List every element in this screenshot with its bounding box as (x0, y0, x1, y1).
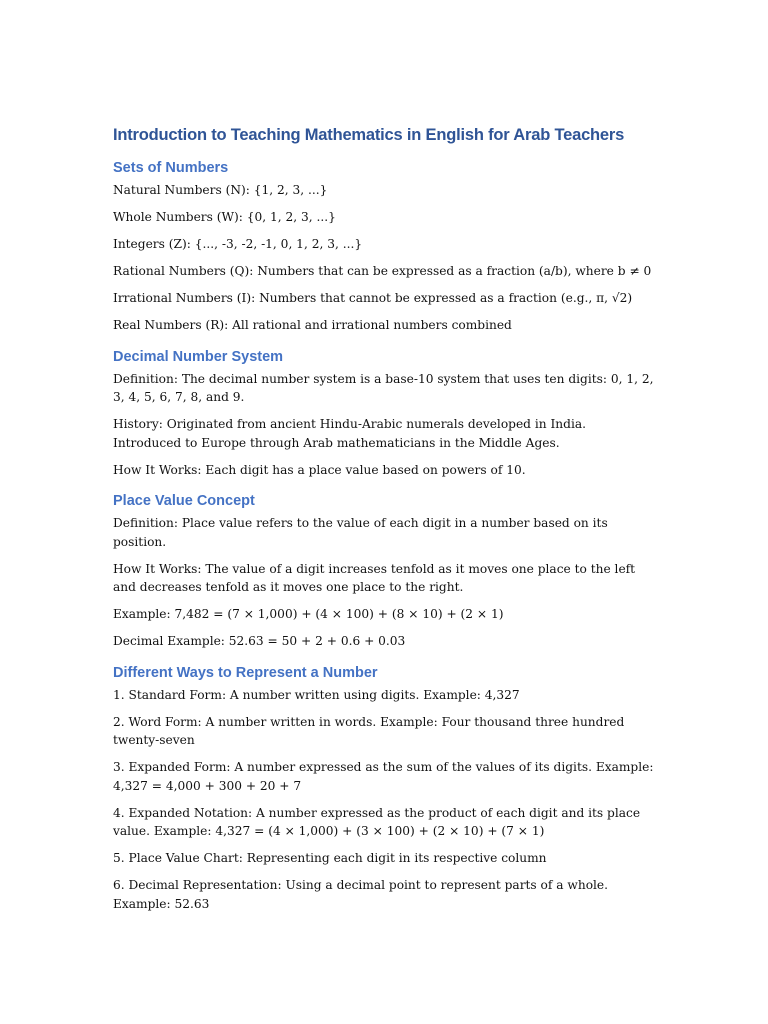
document-title: Introduction to Teaching Mathematics in English for Arab Teachers (113, 126, 625, 144)
section-heading: Different Ways to Represent a Number (113, 664, 378, 681)
paragraph: Irrational Numbers (I): Numbers that cannot be expressed as a fraction (e.g., π, √2) (113, 291, 633, 305)
section-ways-to-represent-number (113, 663, 658, 914)
section-sets-of-numbers (113, 158, 658, 335)
paragraph: Whole Numbers (W): {0, 1, 2, 3, ...} (113, 210, 336, 224)
paragraph: Decimal Example: 52.63 = 50 + 2 + 0.6 + 0.03 (113, 634, 406, 648)
paragraph: How It Works: Each digit has a place value based on powers of 10. (113, 462, 526, 477)
section-place-value-concept (113, 491, 658, 651)
section-decimal-number-system (113, 347, 658, 480)
paragraph: Definition: The decimal number system is a base-10 system that uses ten digits: 0, 1, 2, 3, 4, 5, 6, 7, 8, and 9. (113, 371, 654, 404)
paragraph: 4. Expanded Notation: A number expressed as the product of each digit and its place value. Example: 4,327 = (4 × 1,000) + (3 × 100) + (2 × 10) + (7 × 1) (113, 805, 641, 838)
paragraph: History: Originated from ancient Hindu-Arabic numerals developed in India. Introduced to Europe through Arab mathematicians in the Middle Ages. (113, 417, 586, 450)
paragraph: Rational Numbers (Q): Numbers that can be expressed as a fraction (a/b), where b ≠ 0 (113, 264, 652, 278)
paragraph: Example: 7,482 = (7 × 1,000) + (4 × 100) + (8 × 10) + (2 × 1) (113, 607, 504, 621)
paragraph: Definition: Place value refers to the value of each digit in a number based on its position. (113, 516, 608, 549)
section-heading: Decimal Number System (113, 348, 284, 365)
paragraph: How It Works: The value of a digit increases tenfold as it moves one place to the left and decreases tenfold as it moves one place to the right. (113, 561, 636, 594)
paragraph: Real Numbers (R): All rational and irrational numbers combined (113, 318, 512, 332)
paragraph: 1. Standard Form: A number written using digits. Example: 4,327 (113, 687, 520, 702)
section-heading: Sets of Numbers (113, 160, 229, 176)
paragraph: Natural Numbers (N): {1, 2, 3, ...} (113, 183, 328, 197)
document-page (113, 124, 658, 925)
paragraph: 6. Decimal Representation: Using a decimal point to represent parts of a whole. Example: 52.63 (113, 878, 609, 911)
paragraph: 3. Expanded Form: A number expressed as the sum of the values of its digits. Example: 4,327 = 4,000 + 300 + 20 + 7 (113, 760, 654, 793)
section-heading: Place Value Concept (113, 493, 255, 509)
paragraph: Integers (Z): {..., -3, -2, -1, 0, 1, 2, 3, ...} (113, 237, 363, 251)
paragraph: 5. Place Value Chart: Representing each digit in its respective column (113, 851, 547, 865)
paragraph: 2. Word Form: A number written in words. Example: Four thousand three hundred twenty-seven (113, 714, 625, 747)
